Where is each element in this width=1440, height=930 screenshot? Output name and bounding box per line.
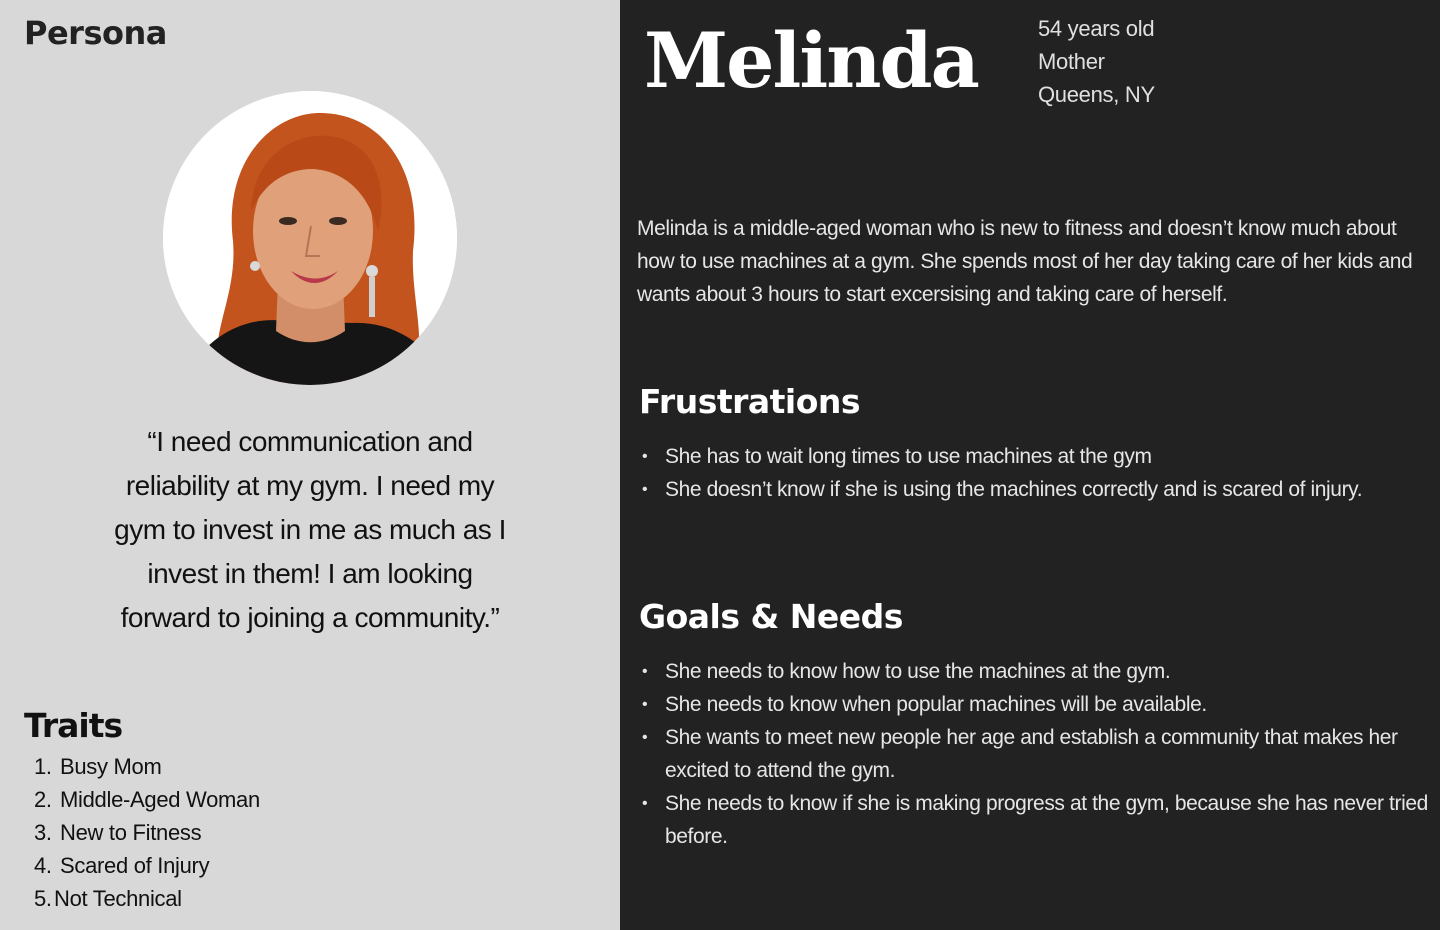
- persona-meta: [1038, 12, 1155, 111]
- trait-label: Middle-Aged Woman: [60, 787, 260, 812]
- persona-location: Queens, NY: [1038, 82, 1155, 107]
- persona-bio: Melinda is a middle-aged woman who is new to fitness and doesn’t know much about how to use machines at a gym. She spends most of her day taking care of her kids and wants about 3 hours to start excersising and taking care of herself.: [637, 217, 1413, 306]
- trait-label: Not Technical: [54, 886, 182, 911]
- goal-item: • She needs to know when popular machines will be available.: [639, 688, 1429, 721]
- persona-role: Mother: [1038, 49, 1105, 74]
- trait-label: New to Fitness: [60, 820, 202, 845]
- persona-quote: “I need communication and reliability at my gym. I need my gym to invest in me as much as I invest in them! I am looking forward to joining a community.”: [114, 426, 506, 633]
- left-panel: [0, 0, 620, 930]
- trait-number: 2.: [34, 787, 52, 812]
- goal-item: • She wants to meet new people her age and establish a community that makes her excited to attend the gym.: [639, 721, 1429, 787]
- frustrations-list: [639, 440, 1439, 506]
- trait-item: [34, 783, 260, 816]
- goals-list: [639, 655, 1429, 853]
- traits-title: Traits: [24, 706, 123, 745]
- persona-name: Melinda: [644, 16, 978, 105]
- trait-number: 3.: [34, 820, 52, 845]
- frustration-item: • She doesn’t know if she is using the machines correctly and is scared of injury.: [639, 473, 1439, 506]
- trait-item: [34, 750, 260, 783]
- trait-label: Busy Mom: [60, 754, 162, 779]
- trait-number: 4.: [34, 853, 52, 878]
- trait-label: Scared of Injury: [60, 853, 210, 878]
- trait-number: 5.: [34, 886, 52, 911]
- goal-item: • She needs to know if she is making progress at the gym, because she has never tried before.: [639, 787, 1429, 853]
- trait-number: 1.: [34, 754, 52, 779]
- trait-item: [34, 882, 260, 915]
- frustration-item: • She has to wait long times to use machines at the gym: [639, 440, 1439, 473]
- goals-title: Goals & Needs: [639, 597, 903, 636]
- frustrations-title: Frustrations: [639, 382, 861, 421]
- trait-item: [34, 816, 260, 849]
- traits-list: [34, 750, 260, 915]
- persona-age: 54 years old: [1038, 16, 1155, 41]
- goal-item: • She needs to know how to use the machines at the gym.: [639, 655, 1429, 688]
- trait-item: [34, 849, 260, 882]
- right-panel: [620, 0, 1440, 930]
- persona-label: Persona: [24, 14, 167, 52]
- persona-photo: [163, 91, 457, 385]
